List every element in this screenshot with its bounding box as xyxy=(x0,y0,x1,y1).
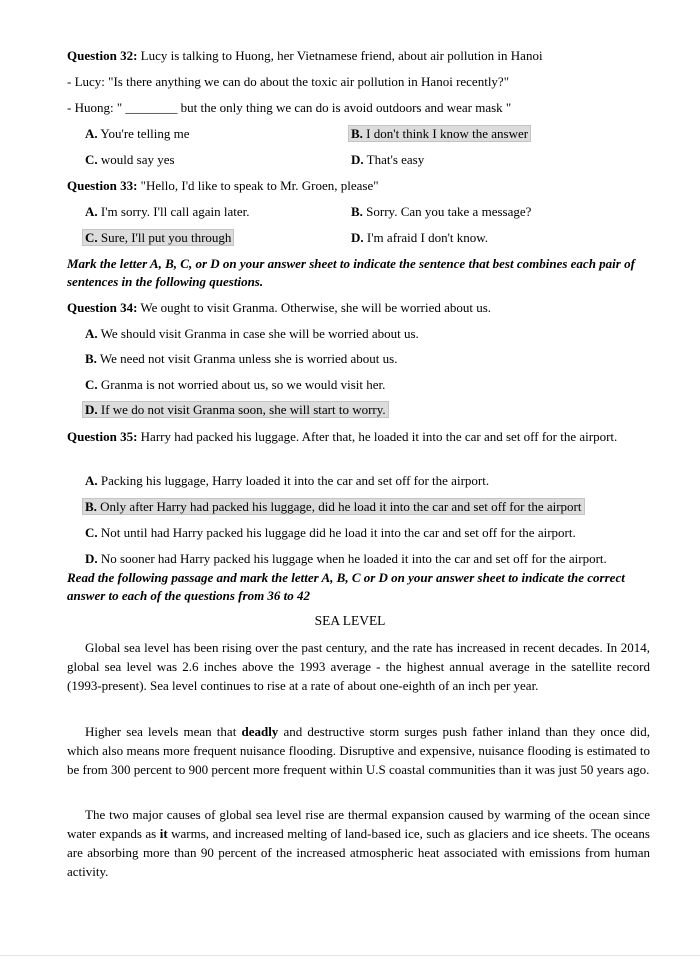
highlighted-answer xyxy=(83,402,388,417)
option-letter: C. xyxy=(85,230,98,245)
question-32-label: Question 32: xyxy=(67,48,138,63)
question-32-stem xyxy=(67,47,543,65)
option-text: Not until had Harry packed his luggage did he load it into the car and set off for the airport. xyxy=(97,525,576,540)
option-text: That's easy xyxy=(363,152,425,167)
option-letter: D. xyxy=(351,230,364,245)
option-letter: C. xyxy=(85,152,98,167)
question-34-label: Question 34: xyxy=(67,300,138,315)
question-35-option-a xyxy=(85,472,489,490)
option-letter: B. xyxy=(85,499,97,514)
instruction-reading-passage: Read the following passage and mark the letter A, B, C or D on your answer sheet to indicate the correct answer to each of the questions from 36 to 42 xyxy=(67,570,625,603)
option-letter: D. xyxy=(85,551,98,566)
option-text: I don't think I know the answer xyxy=(362,126,529,141)
highlighted-answer xyxy=(83,230,233,245)
option-text: Sorry. Can you take a message? xyxy=(362,204,532,219)
option-text: Granma is not worried about us, so we would visit her. xyxy=(97,377,386,392)
paragraph-text: Higher sea levels mean that xyxy=(85,724,242,739)
highlighted-answer xyxy=(349,126,530,141)
passage-paragraph-3 xyxy=(67,805,650,881)
question-35-stem xyxy=(67,428,650,446)
paragraph-text: and destructive storm surges push father inland than they once did, which also means more frequent nuisance flooding. Disruptive and expensive, nuisance flooding is estimated to be from 300 percent to 900 percent more frequent within U.S coastal communities than it was just 50 years ago. xyxy=(67,724,650,777)
paragraph-text: warms, and increased melting of land-based ice, such as glaciers and ice sheets. The oceans are absorbing more than 90 percent of the increased atmospheric heat associated with emissions from human activity. xyxy=(67,826,650,879)
question-34-option-c xyxy=(85,376,385,394)
question-33-text: "Hello, I'd like to speak to Mr. Groen, please" xyxy=(137,178,379,193)
question-32-dialog-huong: - Huong: " ________ but the only thing we can do is avoid outdoors and wear mask " xyxy=(67,100,512,115)
option-text: If we do not visit Granma soon, she will start to worry. xyxy=(97,402,386,417)
option-letter: C. xyxy=(85,377,98,392)
question-32-option-b xyxy=(351,125,530,143)
passage-paragraph-2 xyxy=(67,722,650,779)
question-34-option-d xyxy=(85,401,388,419)
option-text: We should visit Granma in case she will be worried about us. xyxy=(97,326,419,341)
highlighted-word-deadly: deadly xyxy=(241,724,279,739)
option-text: No sooner had Harry packed his luggage when he loaded it into the car and set off for the airport. xyxy=(97,551,607,566)
instruction-combine-sentences: Mark the letter A, B, C, or D on your answer sheet to indicate the sentence that best combines each pair of sentences in the following questions. xyxy=(67,256,635,289)
question-32-option-d xyxy=(351,151,424,169)
option-text: You're telling me xyxy=(97,126,190,141)
option-text: Only after Harry had packed his luggage, did he load it into the car and set off for the airport xyxy=(96,499,582,514)
option-letter: B. xyxy=(351,126,363,141)
question-32-dialog-lucy: - Lucy: "Is there anything we can do about the toxic air pollution in Hanoi recently?" xyxy=(67,74,510,89)
question-33-option-a xyxy=(85,203,249,221)
option-text: We need not visit Granma unless she is worried about us. xyxy=(96,351,398,366)
option-letter: A. xyxy=(85,204,98,219)
highlighted-word-it: it xyxy=(159,826,168,841)
question-33-option-b xyxy=(351,203,531,221)
question-33-option-d xyxy=(351,229,488,247)
option-text: I'm sorry. I'll call again later. xyxy=(97,204,250,219)
passage-paragraph-1: Global sea level has been rising over the past century, and the rate has increased in recent decades. In 2014, global sea level was 2.6 inches above the 1993 average - the highest annual average in the satellite record (1993-present). Sea level continues to rise at a rate of about one-eighth of an inch per year. xyxy=(67,640,650,693)
question-32-text: Lucy is talking to Huong, her Vietnamese friend, about air pollution in Hanoi xyxy=(137,48,543,63)
question-34-text: We ought to visit Granma. Otherwise, she will be worried about us. xyxy=(137,300,492,315)
option-letter: B. xyxy=(85,351,97,366)
question-35-option-b xyxy=(85,498,584,516)
option-text: Sure, I'll put you through xyxy=(97,230,232,245)
question-33-stem xyxy=(67,177,379,195)
passage-title: SEA LEVEL xyxy=(314,613,386,628)
question-34-stem xyxy=(67,299,491,317)
option-letter: C. xyxy=(85,525,98,540)
option-text: would say yes xyxy=(97,152,175,167)
highlighted-answer xyxy=(83,499,584,514)
question-33-option-c xyxy=(85,229,233,247)
question-34-option-a xyxy=(85,325,419,343)
question-32-option-c xyxy=(85,151,175,169)
question-34-option-b xyxy=(85,350,397,368)
option-text: I'm afraid I don't know. xyxy=(363,230,489,245)
option-letter: A. xyxy=(85,126,98,141)
page-bottom-divider xyxy=(0,955,700,956)
paragraph-text: The two major causes of global sea level rise are thermal expansion caused by warming of the ocean since water expands as xyxy=(67,807,650,841)
option-text: Packing his luggage, Harry loaded it into the car and set off for the airport. xyxy=(97,473,490,488)
question-35-label: Question 35: xyxy=(67,429,138,444)
question-35-option-c xyxy=(85,524,576,542)
option-letter: D. xyxy=(351,152,364,167)
question-32-option-a xyxy=(85,125,190,143)
option-letter: D. xyxy=(85,402,98,417)
question-35-text: Harry had packed his luggage. After that, he loaded it into the car and set off for the airport. xyxy=(137,429,618,444)
option-letter: A. xyxy=(85,326,98,341)
option-letter: A. xyxy=(85,473,98,488)
option-letter: B. xyxy=(351,204,363,219)
question-35-option-d xyxy=(85,550,607,568)
question-33-label: Question 33: xyxy=(67,178,138,193)
